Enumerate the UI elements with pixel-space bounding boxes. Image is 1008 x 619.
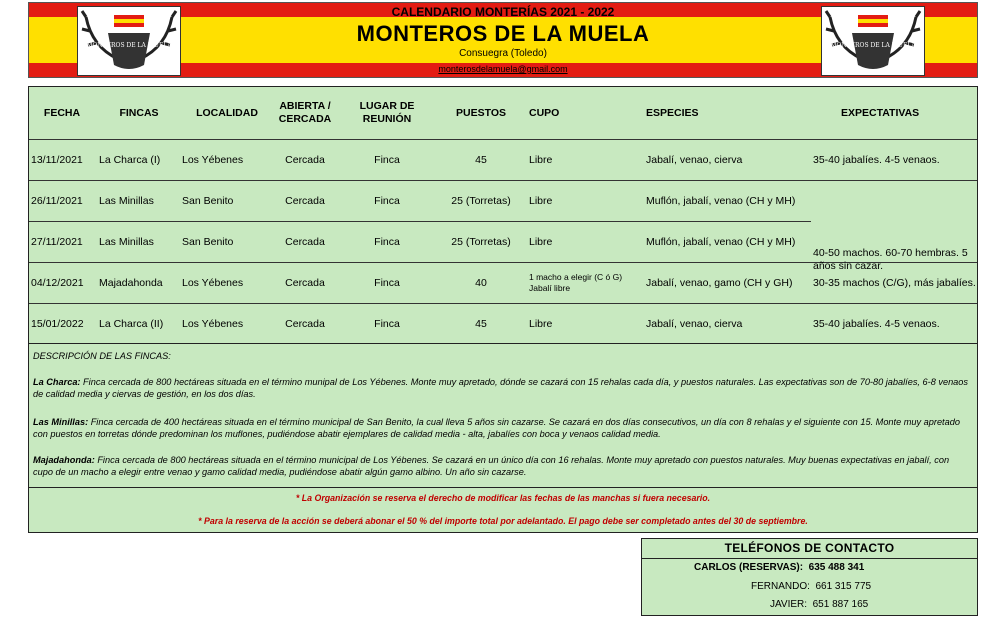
cell-fecha: 27/11/2021 bbox=[31, 236, 83, 248]
descripcion-majadahonda bbox=[33, 454, 971, 478]
cell-lugar: Finca bbox=[374, 318, 400, 330]
cell-localidad: Los Yébenes bbox=[182, 318, 244, 330]
cell-puestos: 45 bbox=[475, 154, 487, 166]
cell-cupo: Libre bbox=[529, 318, 553, 330]
descripcion-las-minillas bbox=[33, 416, 971, 440]
cell-lugar: Finca bbox=[374, 236, 400, 248]
cell-abierta: Cercada bbox=[285, 236, 325, 248]
cell-puestos: 25 (Torretas) bbox=[451, 195, 511, 207]
cell-fecha: 13/11/2021 bbox=[31, 154, 83, 166]
cell-finca: Majadahonda bbox=[99, 277, 163, 289]
col-lugar-reunion: LUGAR DE REUNIÓN bbox=[359, 100, 415, 125]
header-banner bbox=[28, 2, 978, 78]
descripcion-fincas bbox=[28, 343, 978, 533]
cell-abierta: Cercada bbox=[285, 318, 325, 330]
logo-text: MONTEROS DE LA MUELA bbox=[86, 42, 172, 49]
table-row bbox=[29, 140, 977, 181]
note-reserva: * Para la reserva de la acción se deberá abonar el 50 % del importe total por adelantado. El pago debe ser completado antes del 30 de septiembre. bbox=[198, 516, 808, 526]
cell-expectativas-minillas: 40-50 machos. 60-70 hembras. 5 años sin cazar. bbox=[813, 247, 968, 272]
cell-fecha: 04/12/2021 bbox=[31, 277, 84, 289]
cell-abierta: Cercada bbox=[285, 195, 325, 207]
contact-carlos bbox=[694, 562, 864, 573]
cell-cupo: Libre bbox=[529, 154, 553, 166]
col-cupo: CUPO bbox=[529, 106, 560, 119]
descripcion-la-charca bbox=[33, 376, 971, 400]
col-abierta-cercada: ABIERTA / CERCADA bbox=[278, 100, 332, 125]
cell-finca: La Charca (II) bbox=[99, 318, 164, 330]
contact-label: CARLOS (RESERVAS): bbox=[694, 562, 804, 573]
contact-fernando bbox=[751, 581, 871, 592]
cell-lugar: Finca bbox=[374, 277, 400, 289]
page-title: MONTEROS DE LA MUELA bbox=[356, 21, 650, 46]
calendar-subtitle: CALENDARIO MONTERÍAS 2021 - 2022 bbox=[391, 5, 615, 19]
cell-localidad: San Benito bbox=[182, 195, 234, 207]
col-expectativas: EXPECTATIVAS bbox=[841, 106, 920, 119]
cell-localidad: Los Yébenes bbox=[182, 154, 244, 166]
logo-text: MONTEROS DE LA MUELA bbox=[830, 42, 916, 49]
contact-phone[interactable]: 635 488 341 bbox=[808, 562, 865, 573]
cell-localidad: San Benito bbox=[182, 236, 234, 248]
cell-lugar: Finca bbox=[374, 195, 400, 207]
contact-label: JAVIER: bbox=[770, 599, 808, 610]
hunts-table bbox=[28, 86, 978, 346]
contact-title: TELÉFONOS DE CONTACTO bbox=[642, 539, 977, 559]
cell-expectativas: 35-40 jabalíes. 4-5 venaos. bbox=[813, 154, 940, 166]
note-organizacion: * La Organización se reserva el derecho de modificar las fechas de las manchas si fuera necesario. bbox=[295, 493, 711, 503]
descripcion-heading: DESCRIPCIÓN DE LAS FINCAS: bbox=[33, 351, 171, 361]
contact-phone[interactable]: 651 887 165 bbox=[812, 599, 869, 610]
divider bbox=[29, 487, 977, 488]
cell-abierta: Cercada bbox=[285, 154, 325, 166]
cell-expectativas: 30-35 machos (C/G), más jabalíes. bbox=[813, 277, 976, 289]
cell-especies: Jabalí, venao, cierva bbox=[646, 154, 743, 166]
table-row bbox=[29, 181, 977, 221]
cell-expectativas: 35-40 jabalíes. 4-5 venaos. bbox=[813, 318, 940, 330]
cell-cupo: 1 macho a elegir (C ó G) Jabalí libre bbox=[529, 272, 623, 293]
cell-fecha: 15/01/2022 bbox=[31, 318, 84, 330]
cell-finca: Las Minillas bbox=[99, 236, 154, 248]
cell-abierta: Cercada bbox=[285, 277, 325, 289]
cell-finca: Las Minillas bbox=[99, 195, 154, 207]
location-text: Consuegra (Toledo) bbox=[459, 48, 547, 59]
cell-especies: Jabalí, venao, gamo (CH y GH) bbox=[646, 277, 793, 289]
cell-localidad: Los Yébenes bbox=[182, 277, 244, 289]
cell-finca: La Charca (I) bbox=[99, 154, 161, 166]
cell-especies: Jabalí, venao, cierva bbox=[646, 318, 743, 330]
table-row bbox=[29, 304, 977, 345]
finca-text: Finca cercada de 800 hectáreas situada en el término munipal de Los Yébenes. Monte muy apretado, dónde se cazará con 15 rehalas cada día, y puestos naturales. Las expectativas son de 70-80 jabalíes, 6-8 venaos de calidad media y ciervas de gestión, en los dos días. bbox=[33, 377, 968, 399]
col-fecha: FECHA bbox=[43, 106, 81, 119]
col-puestos: PUESTOS bbox=[456, 106, 506, 119]
cell-puestos: 25 (Torretas) bbox=[451, 236, 511, 248]
finca-name: Majadahonda: bbox=[33, 455, 95, 465]
finca-text: Finca cercada de 400 hectáreas situada en el término municipal de San Benito, la cual lleva 5 años sin cazarse. Se cazará en dos días consecutivos, un día con 8 rehalas y el siguiente con 15. Monte muy apretado con puestos en torretas dónde predominan los muflones, pudiéndose abatir ejemplares de calidad media - alta, jabalíes con boca y venaos calidad media. bbox=[33, 417, 960, 439]
table-header bbox=[29, 87, 977, 140]
cell-especies: Muflón, jabalí, venao (CH y MH) bbox=[646, 195, 796, 207]
contact-box bbox=[641, 538, 978, 616]
cell-puestos: 45 bbox=[475, 318, 487, 330]
contact-label: FERNANDO: bbox=[751, 581, 810, 592]
email-link[interactable]: monterosdelamuela@gmail.com bbox=[438, 64, 568, 74]
finca-text: Finca cercada de 800 hectáreas situada en el término municipal de Los Yébenes. Se cazará en un único día con 16 rehalas. Monte muy apretado con puestos naturales. Muy buenas expectativas en jabalí, con cupo de un macho a elegir entre venao y gamo calidad media, pudiéndose abatir algún gamo albino. Un año sin cazarse. bbox=[33, 455, 950, 477]
col-localidad: LOCALIDAD bbox=[196, 106, 258, 119]
cell-cupo: Libre bbox=[529, 195, 553, 207]
contact-phone[interactable]: 661 315 775 bbox=[815, 581, 872, 592]
cell-puestos: 40 bbox=[475, 277, 487, 289]
finca-name: Las Minillas: bbox=[33, 417, 89, 427]
cell-fecha: 26/11/2021 bbox=[31, 195, 83, 207]
cell-especies: Muflón, jabalí, venao (CH y MH) bbox=[646, 236, 796, 248]
col-especies: ESPECIES bbox=[646, 106, 699, 119]
contact-javier bbox=[770, 599, 868, 610]
cell-lugar: Finca bbox=[374, 154, 400, 166]
finca-name: La Charca: bbox=[33, 377, 81, 387]
col-fincas: FINCAS bbox=[119, 106, 159, 119]
cell-cupo: Libre bbox=[529, 236, 553, 248]
